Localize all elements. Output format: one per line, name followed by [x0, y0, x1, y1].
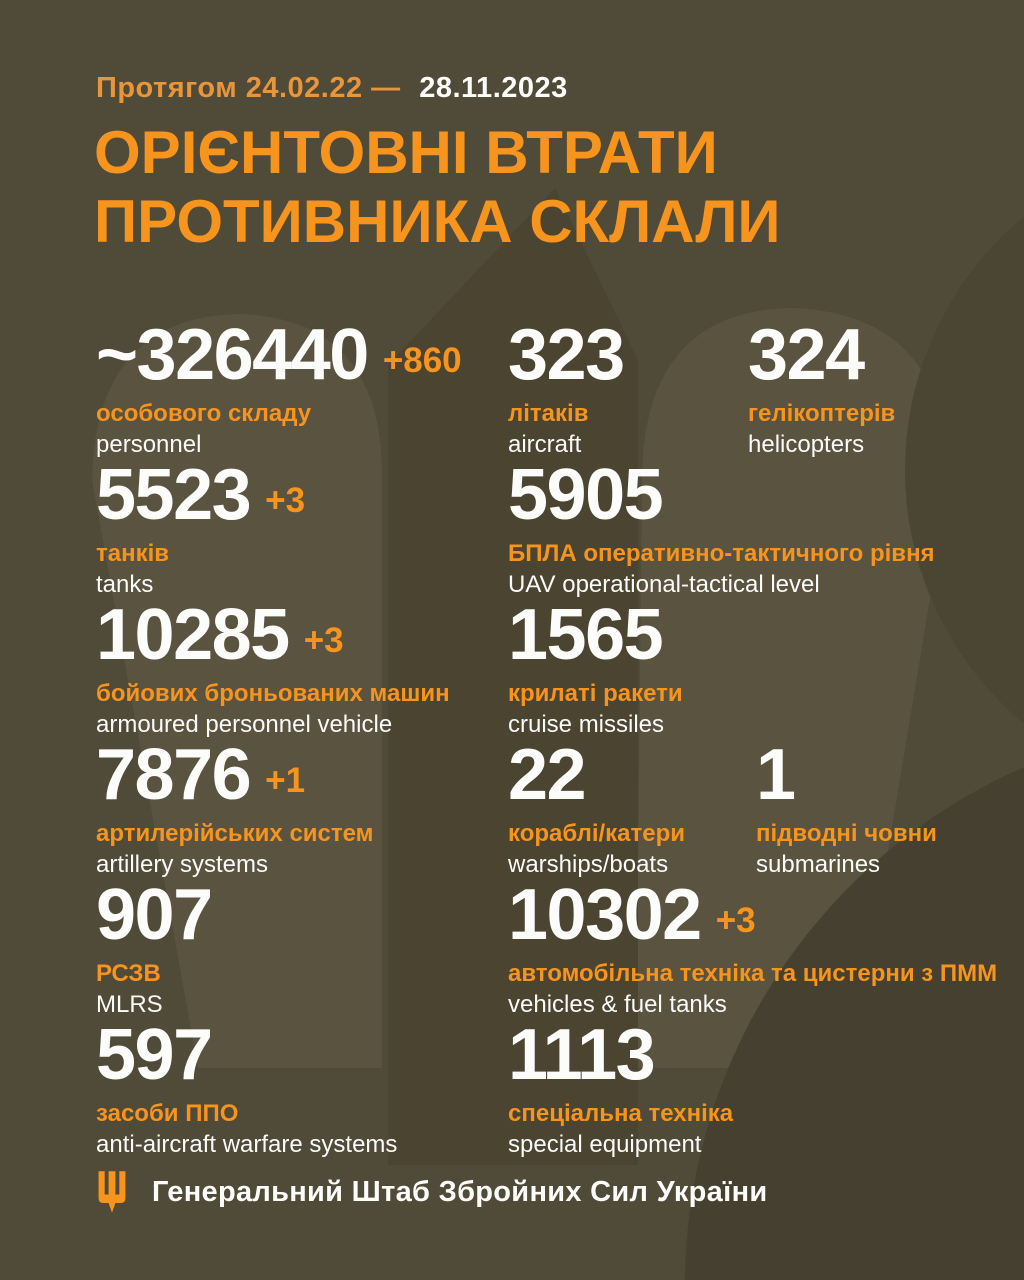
stat-value: 10285 [96, 595, 289, 675]
stat-label-ua: спеціальна техніка [508, 1100, 734, 1127]
stat-value: 323 [508, 315, 624, 395]
report-dateline [96, 72, 568, 105]
stat-cruise-missiles [508, 595, 978, 739]
stat-label-ua: кораблі/катери [508, 820, 686, 847]
stat-delta: +1 [265, 761, 306, 800]
stat-label-ua: бойових броньованих машин [96, 680, 450, 707]
stat-label-ua: РСЗВ [96, 960, 161, 987]
stat-helicopters [748, 315, 998, 459]
stat-submarines [756, 735, 1006, 879]
stat-label-en: helicopters [748, 431, 865, 458]
stat-label-en: anti-aircraft warfare systems [96, 1131, 398, 1158]
org-name: Генеральний Штаб Збройних Сил України [152, 1175, 768, 1208]
stat-special-equipment [508, 1015, 978, 1159]
stat-label-en: warships/boats [508, 851, 669, 878]
stat-value: 324 [748, 315, 864, 395]
stat-label-ua: крилаті ракети [508, 680, 683, 707]
stat-label-ua: танків [96, 540, 170, 567]
stat-label-en: special equipment [508, 1131, 702, 1158]
stat-warships [508, 735, 758, 879]
stat-label-ua: автомобільна техніка та цистерни з ПММ [508, 960, 998, 987]
stat-value: 1 [756, 735, 795, 815]
stat-vehicles-fuel-tanks [508, 875, 998, 1019]
stat-artillery [96, 735, 566, 879]
footer [96, 1170, 768, 1214]
stat-value: 22 [508, 735, 586, 815]
report-date: 28.11.2023 [419, 72, 568, 104]
stat-value: 5523 [96, 455, 251, 535]
stat-label-en: personnel [96, 431, 202, 458]
stat-value: 5905 [508, 455, 663, 535]
stat-value: 7876 [96, 735, 251, 815]
stat-label-ua: БПЛА оперативно-тактичного рівня [508, 540, 935, 567]
stat-value: 907 [96, 875, 212, 955]
stat-label-ua: особового складу [96, 400, 312, 427]
title-line-1: ОРІЄНТОВНІ ВТРАТИ [94, 119, 718, 186]
stat-label-en: submarines [756, 851, 881, 878]
stat-label-en: aircraft [508, 431, 582, 458]
stat-label-en: armoured personnel vehicle [96, 711, 393, 738]
stat-delta: +860 [382, 341, 462, 380]
stat-label-ua: артилерійських систем [96, 820, 374, 847]
stat-delta: +3 [265, 481, 306, 520]
stat-label-en: cruise missiles [508, 711, 665, 738]
title-line-2: ПРОТИВНИКА СКЛАЛИ [94, 188, 781, 255]
stat-label-en: tanks [96, 571, 154, 598]
period-label: Протягом 24.02.22 — [96, 72, 401, 104]
stat-value: 597 [96, 1015, 212, 1095]
stat-label-ua: літаків [508, 400, 589, 427]
stat-tanks [96, 455, 566, 599]
stat-label-en: vehicles & fuel tanks [508, 991, 727, 1018]
stat-aircraft [508, 315, 758, 459]
stat-delta: +3 [303, 621, 344, 660]
stat-uav [508, 455, 978, 599]
stat-mlrs [96, 875, 566, 1019]
stat-label-ua: засоби ППО [96, 1100, 239, 1127]
stat-label-ua: гелікоптерів [748, 400, 896, 427]
page-title [94, 118, 781, 256]
stat-label-en: artillery systems [96, 851, 269, 878]
trident-icon [96, 1170, 128, 1214]
stat-armoured-vehicles [96, 595, 566, 739]
stat-anti-aircraft [96, 1015, 566, 1159]
stat-value: 10302 [508, 875, 701, 955]
stat-value: 1113 [508, 1015, 655, 1095]
stat-label-ua: підводні човни [756, 820, 937, 847]
stat-delta: +3 [715, 901, 756, 940]
stat-label-en: MLRS [96, 991, 163, 1018]
stat-value: 1565 [508, 595, 663, 675]
stat-value: ~326440 [96, 315, 368, 395]
stat-label-en: UAV operational-tactical level [508, 571, 820, 598]
